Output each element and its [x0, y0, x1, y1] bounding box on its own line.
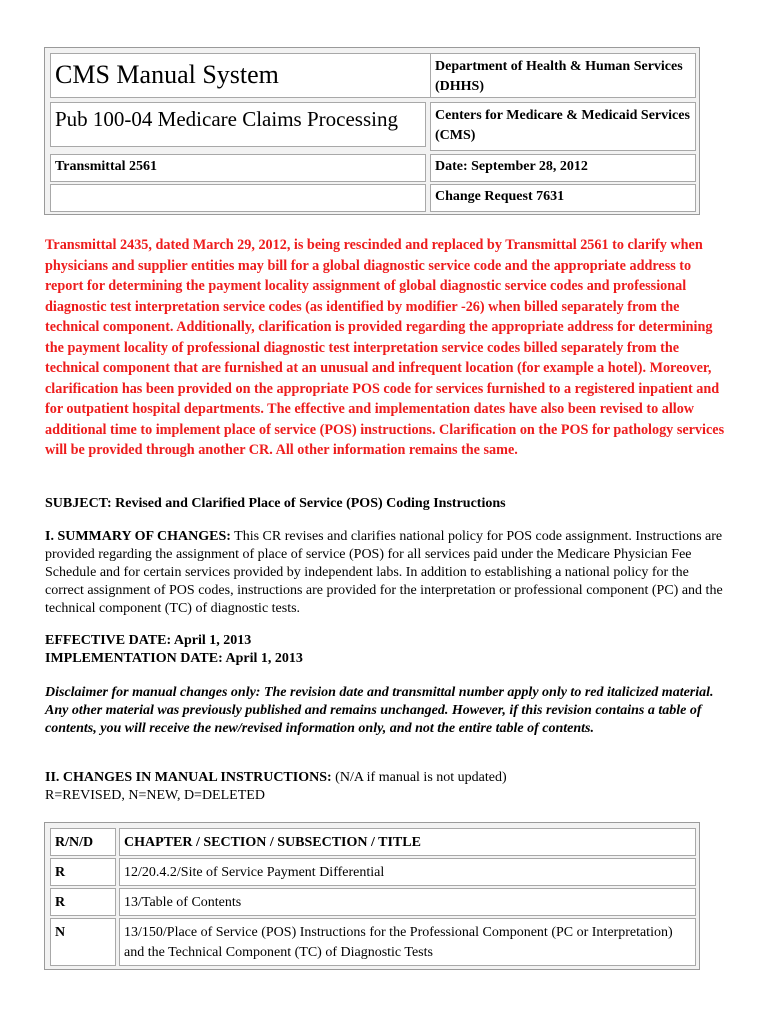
- manual-title: CMS Manual System: [55, 60, 279, 89]
- centers-cell: [430, 102, 696, 151]
- change-request: Change Request 7631: [435, 189, 565, 204]
- table-row-title: 13/Table of Contents: [119, 888, 696, 916]
- table-row-title: 12/20.4.2/Site of Service Payment Differential: [119, 858, 696, 886]
- implementation-date: IMPLEMENTATION DATE: April 1, 2013: [45, 651, 303, 666]
- changes-note: (N/A if manual is not updated): [335, 770, 507, 785]
- dept-name: Department of Health & Human Services (DHHS): [435, 59, 683, 94]
- transmittal-cell: [50, 154, 426, 182]
- transmittal-number: Transmittal 2561: [55, 159, 158, 174]
- change-request-cell: [430, 184, 696, 212]
- table-header-code: R/N/D: [50, 828, 116, 856]
- subject-line: SUBJECT: Revised and Clarified Place of Service (POS) Coding Instructions: [45, 496, 506, 511]
- changes-heading: [45, 769, 725, 787]
- pub-title: Pub 100-04 Medicare Claims Processing: [55, 107, 398, 131]
- changes-legend: R=REVISED, N=NEW, D=DELETED: [45, 788, 265, 803]
- summary-label: I. SUMMARY OF CHANGES:: [45, 529, 231, 544]
- changes-table: [44, 822, 700, 970]
- centers-name: Centers for Medicare & Medicaid Services (CMS): [435, 108, 690, 143]
- table-row-code: R: [50, 888, 116, 916]
- pub-cell: [50, 102, 426, 147]
- table-header-title: CHAPTER / SECTION / SUBSECTION / TITLE: [119, 828, 696, 856]
- disclaimer: Disclaimer for manual changes only: The revision date and transmittal number apply only to red italicized material. Any other material was previously published and remains unchanged. However, if this revision contains a table of contents, you will receive the new/revised information only, and not the entire table of contents.: [45, 685, 714, 736]
- summary-section: [45, 528, 725, 618]
- table-row-code: R: [50, 858, 116, 886]
- changes-label: II. CHANGES IN MANUAL INSTRUCTIONS:: [45, 770, 332, 785]
- dept-cell: [430, 53, 696, 98]
- rescind-notice: Transmittal 2435, dated March 29, 2012, is being rescinded and replaced by Transmittal 2561 to clarify when physicians and supplier entities may bill for a global diagnostic service code and the appropriate address to report for determining the payment locality assignment of global diagnostic service codes and professional diagnostic test interpretation service codes (as identified by modifier -26) when billed separately from the technical component. Additionally, clarification is provided regarding the appropriate address for determining the payment locality of professional diagnostic test interpretation service codes billed separately from the technical component that are furnished at an unusual and infrequent location (for example a hotel). Moreover, clarification has been provided on the appropriate POS code for services furnished to a registered inpatient and for outpatient hospital departments. The effective and implementation dates have also been revised to allow additional time to implement place of service (POS) instructions. Clarification on the POS for pathology services will be provided through another CR. All other information remains the same.: [45, 237, 725, 458]
- date-cell: [430, 154, 696, 182]
- effective-date: EFFECTIVE DATE: April 1, 2013: [45, 633, 252, 648]
- empty-cell: [50, 184, 426, 212]
- transmittal-date: Date: September 28, 2012: [435, 159, 588, 174]
- manual-title-cell: [50, 53, 466, 98]
- table-row-code: N: [50, 918, 116, 966]
- header-table: [44, 47, 700, 215]
- summary-text: This CR revises and clarifies national policy for POS code assignment. Instructions are provided regarding the assignment of place of service (POS) for all services paid under the Medicare Physician Fee Schedule and for certain services provided by independent labs. In addition to establishing a national policy for the correct assignment of POS codes, instructions are provided for the interpretation or professional component (PC) and the technical component (TC) of diagnostic tests.: [45, 529, 723, 616]
- table-row-title: 13/150/Place of Service (POS) Instructions for the Professional Component (PC or Interpretation) and the Technical Component (TC) of Diagnostic Tests: [119, 918, 696, 966]
